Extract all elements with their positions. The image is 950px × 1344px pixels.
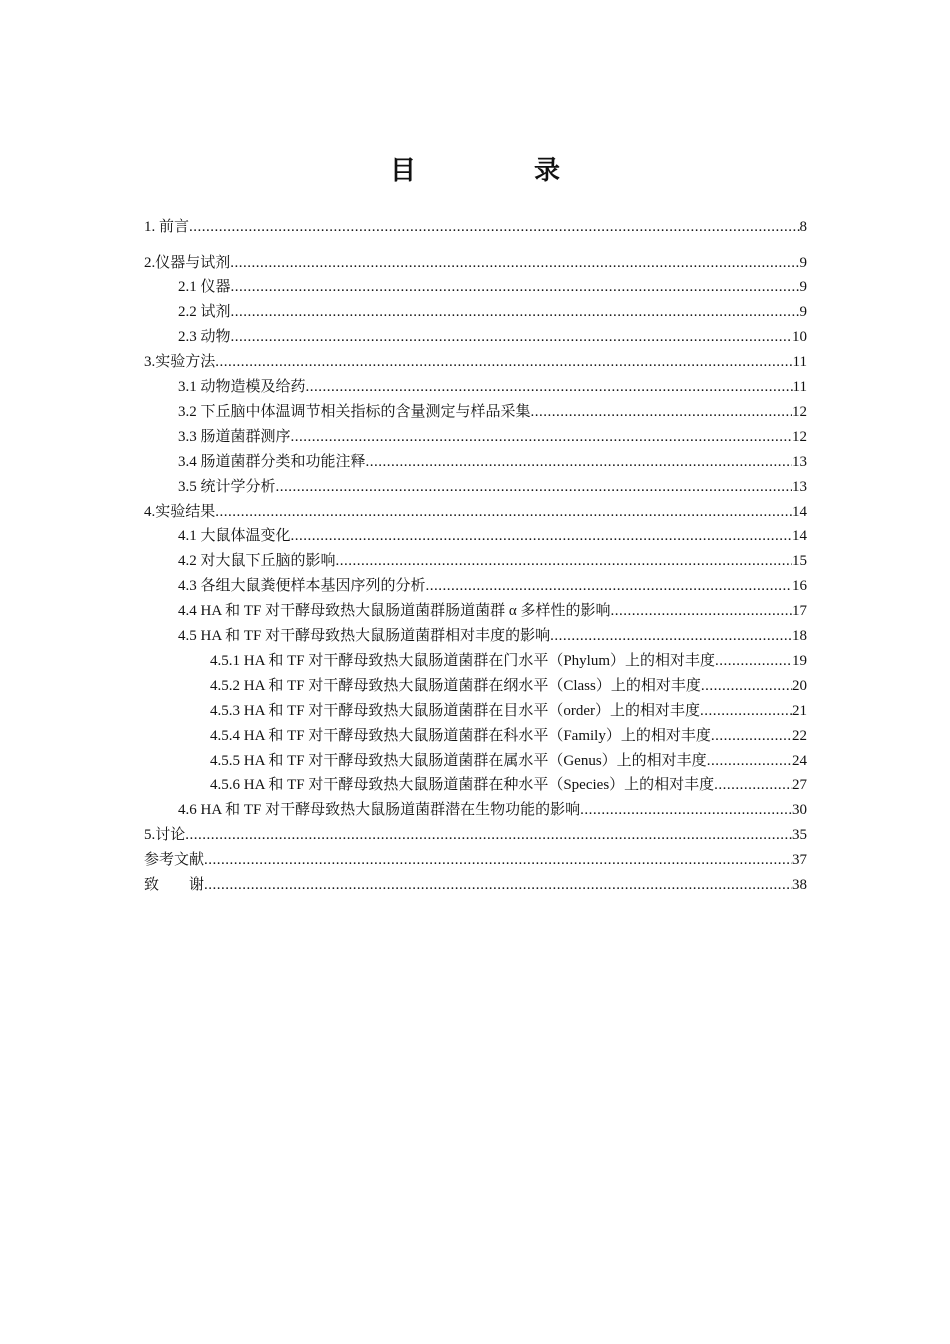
toc-entry[interactable] [144,325,807,349]
toc-entry-title: 3.5 统计学分析 [178,479,276,495]
toc-entry-page-number: 13 [792,454,807,470]
toc-entry[interactable] [144,848,807,872]
toc-entry[interactable] [144,300,807,324]
dot-leader [231,300,800,324]
dot-leader [550,624,792,648]
toc-entry-page-number: 9 [799,304,807,320]
toc-entry[interactable] [144,450,807,474]
toc-entry-page-number: 21 [792,703,807,719]
dot-leader [215,350,792,374]
toc-entry-title: 4.5.3 HA 和 TF 对干酵母致热大鼠肠道菌群在目水平（order）上的相对丰度 [210,703,700,719]
toc-entry[interactable] [144,823,807,847]
toc-entry-title: 3.4 肠道菌群分类和功能注释 [178,454,366,470]
toc-entry-title: 5.讨论 [144,827,186,843]
toc-entry-title: 4.1 大鼠体温变化 [178,528,291,544]
toc-entry-title: 2.3 动物 [178,329,231,345]
toc-entry-page-number: 22 [792,728,807,744]
toc-entry[interactable] [144,425,807,449]
toc-entry-page-number: 35 [792,827,807,843]
toc-entry[interactable] [144,500,807,524]
toc-entry-page-number: 20 [792,678,807,694]
toc-entry-page-number: 11 [792,379,807,395]
dot-leader [610,599,792,623]
toc-entry-page-number: 16 [792,578,807,594]
toc-entry-page-number: 12 [792,429,807,445]
dot-leader [700,699,792,723]
dot-leader [291,524,792,548]
dot-leader [276,475,792,499]
toc-entry-page-number: 24 [792,753,807,769]
toc-entry-page-number: 9 [799,279,807,295]
toc-entry-title: 4.5.2 HA 和 TF 对干酵母致热大鼠肠道菌群在纲水平（Class）上的相对丰度 [210,678,701,694]
dot-leader [715,649,792,673]
dot-leader [215,500,792,524]
toc-entry-title: 参考文献 [144,852,205,868]
dot-leader [580,798,792,822]
toc-entry[interactable] [144,649,807,673]
toc-entry-title: 3.2 下丘脑中体温调节相关指标的含量测定与样品采集 [178,404,531,420]
toc-entry[interactable] [144,400,807,424]
toc-entry[interactable] [144,699,807,723]
toc-entry-title: 3.1 动物造模及给药 [178,379,306,395]
toc-entry[interactable] [144,574,807,598]
toc-entry-page-number: 14 [792,528,807,544]
dot-leader [231,325,792,349]
toc-entry-title: 3.3 肠道菌群测序 [178,429,291,445]
toc-entry-title: 2.1 仪器 [178,279,231,295]
dot-leader [714,773,792,797]
toc-entry[interactable] [144,724,807,748]
toc-entry-page-number: 11 [792,354,807,370]
toc-entry-title: 4.5 HA 和 TF 对干酵母致热大鼠肠道菌群相对丰度的影响 [178,628,551,644]
dot-leader [231,275,800,299]
toc-entry-title: 2.仪器与试剂 [144,255,231,271]
toc-entry-title: 2.2 试剂 [178,304,231,320]
dot-leader [204,848,792,872]
dot-leader [707,749,792,773]
toc-entry[interactable] [144,375,807,399]
toc-entry[interactable] [144,350,807,374]
toc-title: 目 录 [389,156,606,186]
dot-leader [426,574,792,598]
toc-entry-page-number: 14 [792,504,807,520]
dot-leader [204,873,792,897]
toc-entry-page-number: 38 [792,877,807,893]
toc-entry-page-number: 12 [792,404,807,420]
toc-entry[interactable] [144,624,807,648]
toc-entry-page-number: 18 [792,628,807,644]
toc-entry[interactable] [144,773,807,797]
dot-leader [185,823,792,847]
toc-entry-title: 4.6 HA 和 TF 对干酵母致热大鼠肠道菌群潜在生物功能的影响 [178,802,581,818]
toc-entry[interactable] [144,749,807,773]
toc-entry[interactable] [144,599,807,623]
toc-entry-page-number: 17 [792,603,807,619]
toc-entry-page-number: 9 [799,255,807,271]
toc-entry[interactable] [144,524,807,548]
toc-entry[interactable] [144,674,807,698]
toc-entry-title: 1. 前言 [144,219,190,235]
toc-entry-page-number: 15 [792,553,807,569]
dot-leader [230,251,799,275]
dot-leader [701,674,792,698]
dot-leader [711,724,792,748]
toc-entry-page-number: 19 [792,653,807,669]
toc-entry-title: 3.实验方法 [144,354,216,370]
toc-entry[interactable] [144,549,807,573]
toc-entry[interactable] [144,873,807,897]
toc-entry-page-number: 37 [792,852,807,868]
toc-entry-title: 4.5.1 HA 和 TF 对干酵母致热大鼠肠道菌群在门水平（Phylum）上的相对丰度 [210,653,716,669]
dot-leader [306,375,793,399]
dot-leader [336,549,792,573]
toc-entry-page-number: 10 [792,329,807,345]
toc-entry-title: 4.5.6 HA 和 TF 对干酵母致热大鼠肠道菌群在种水平（Species）上的相对丰度 [210,777,715,793]
dot-leader [531,400,792,424]
toc-entry[interactable] [144,475,807,499]
toc-entry-page-number: 8 [799,219,807,235]
toc-entry[interactable] [144,251,807,275]
toc-entry-page-number: 27 [792,777,807,793]
toc-entry-title: 4.4 HA 和 TF 对干酵母致热大鼠肠道菌群肠道菌群 α 多样性的影响 [178,603,611,619]
toc-entry-page-number: 30 [792,802,807,818]
toc-entry-page-number: 13 [792,479,807,495]
toc-entry[interactable] [144,275,807,299]
dot-leader [366,450,792,474]
toc-entry-title: 4.3 各组大鼠粪便样本基因序列的分析 [178,578,426,594]
toc-entry[interactable] [144,798,807,822]
toc-entry[interactable] [144,215,807,239]
dot-leader [291,425,792,449]
toc-entry-title: 致 谢 [144,877,205,893]
toc-entry-title: 4.实验结果 [144,504,216,520]
toc-entry-title: 4.2 对大鼠下丘脑的影响 [178,553,336,569]
dot-leader [189,215,799,239]
toc-entry-title: 4.5.4 HA 和 TF 对干酵母致热大鼠肠道菌群在科水平（Family）上的相对丰度 [210,728,711,744]
toc-entry-title: 4.5.5 HA 和 TF 对干酵母致热大鼠肠道菌群在属水平（Genus）上的相对丰度 [210,753,707,769]
